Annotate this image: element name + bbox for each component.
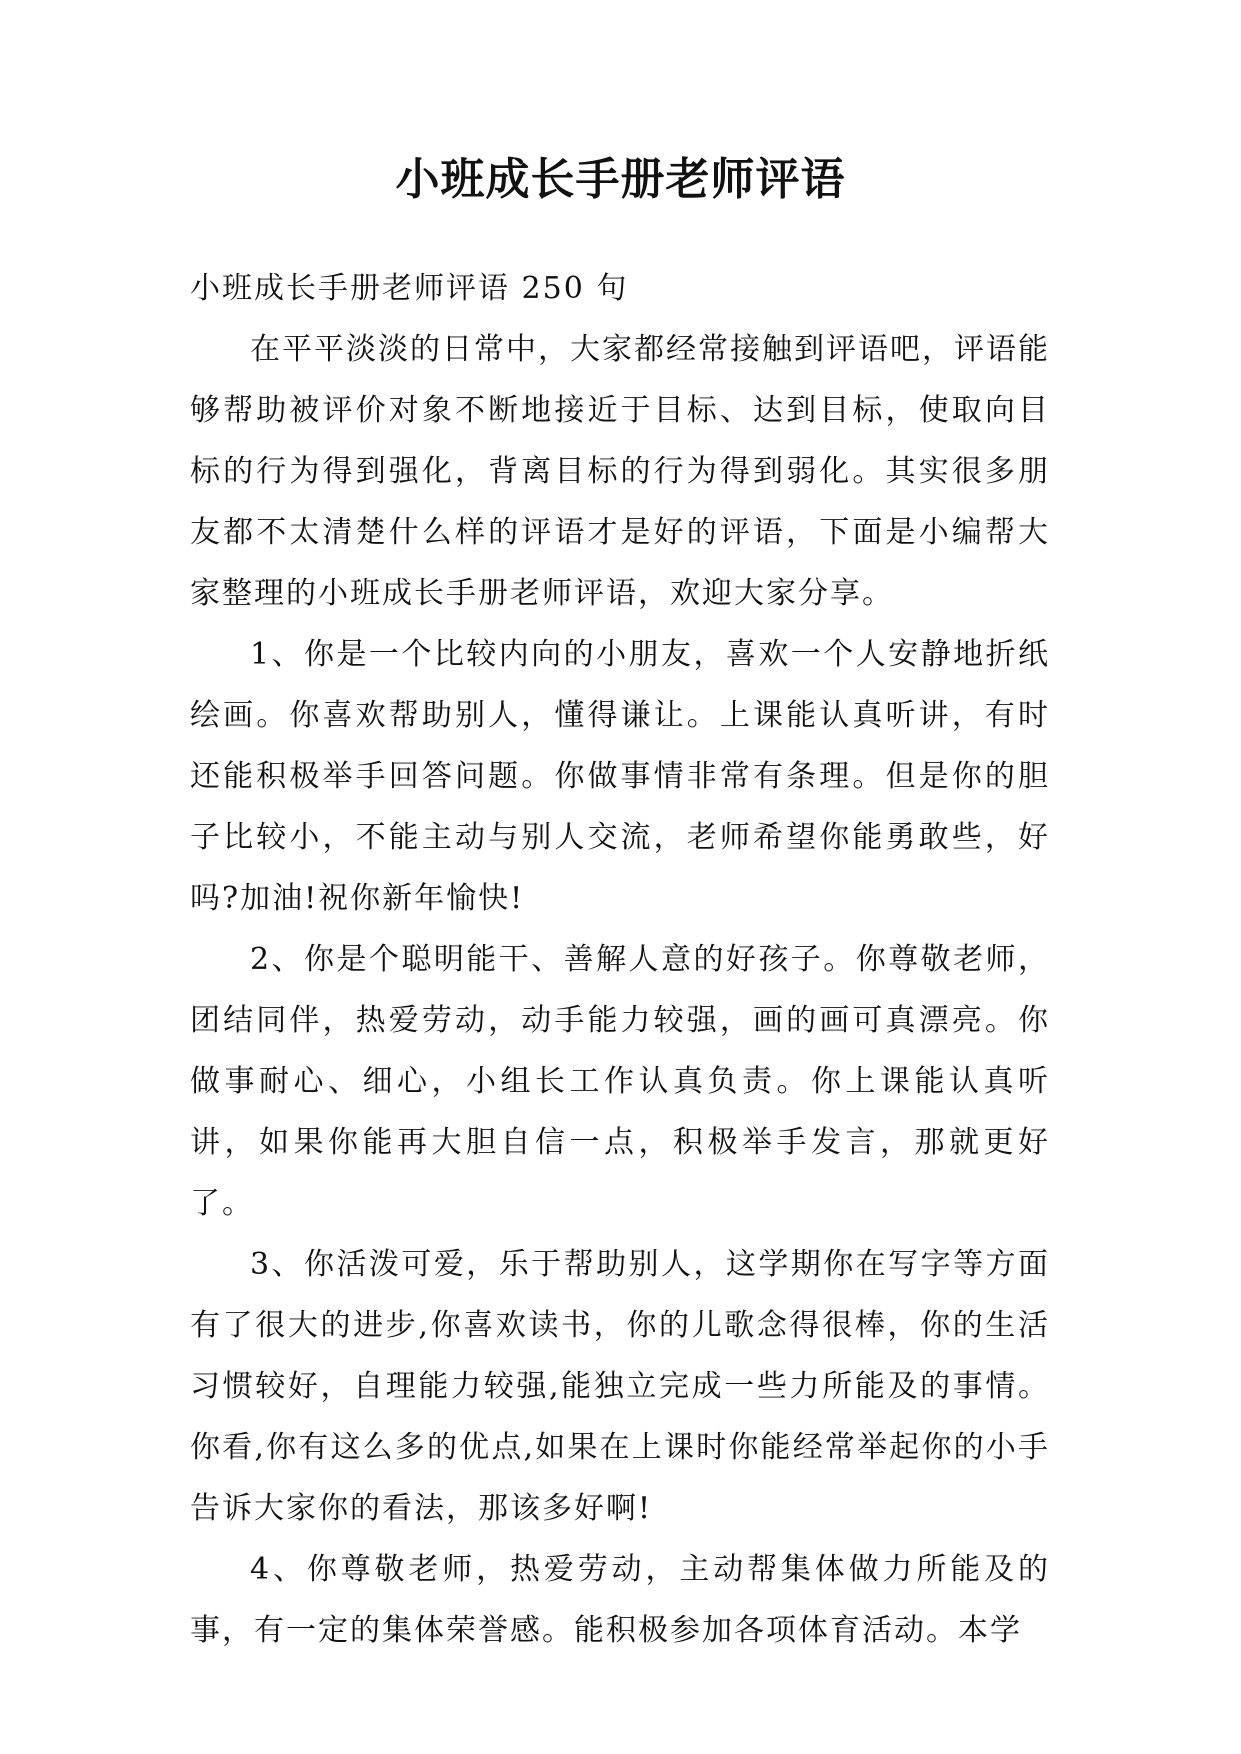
document-body [190, 258, 1050, 1661]
paragraph-comment-4: 4、你尊敬老师，热爱劳动，主动帮集体做力所能及的事，有一定的集体荣誉感。能积极参加各项体育活动。本学 [190, 1552, 1050, 1648]
document-subtitle: 小班成长手册老师评语 250 句 [190, 271, 629, 306]
paragraph-comment-3: 3、你活泼可爱，乐于帮助别人，这学期你在写字等方面有了很大的进步,你喜欢读书，你的儿歌念得很棒，你的生活习惯较好，自理能力较强,能独立完成一些力所能及的事情。你看,你有这么多的优点,如果在上课时你能经常举起你的小手告诉大家你的看法，那该多好啊! [190, 1247, 1050, 1526]
page-title: 小班成长手册老师评语 [395, 154, 846, 205]
paragraph-comment-1: 1、你是一个比较内向的小朋友，喜欢一个人安静地折纸绘画。你喜欢帮助别人，懂得谦让。上课能认真听讲，有时还能积极举手回答问题。你做事情非常有条理。但是你的胆子比较小，不能主动与别人交流，老师希望你能勇敢些，好吗?加油!祝你新年愉快! [190, 637, 1050, 916]
paragraph-comment-2: 2、你是个聪明能干、善解人意的好孩子。你尊敬老师，团结同伴，热爱劳动，动手能力较强，画的画可真漂亮。你做事耐心、细心，小组长工作认真负责。你上课能认真听讲，如果你能再大胆自信一点，积极举手发言，那就更好了。 [190, 942, 1050, 1221]
paragraph-intro: 在平平淡淡的日常中，大家都经常接触到评语吧，评语能够帮助被评价对象不断地接近于目标、达到目标，使取向目标的行为得到强化，背离目标的行为得到弱化。其实很多朋友都不太清楚什么样的评语才是好的评语，下面是小编帮大家整理的小班成长手册老师评语，欢迎大家分享。 [190, 332, 1050, 611]
